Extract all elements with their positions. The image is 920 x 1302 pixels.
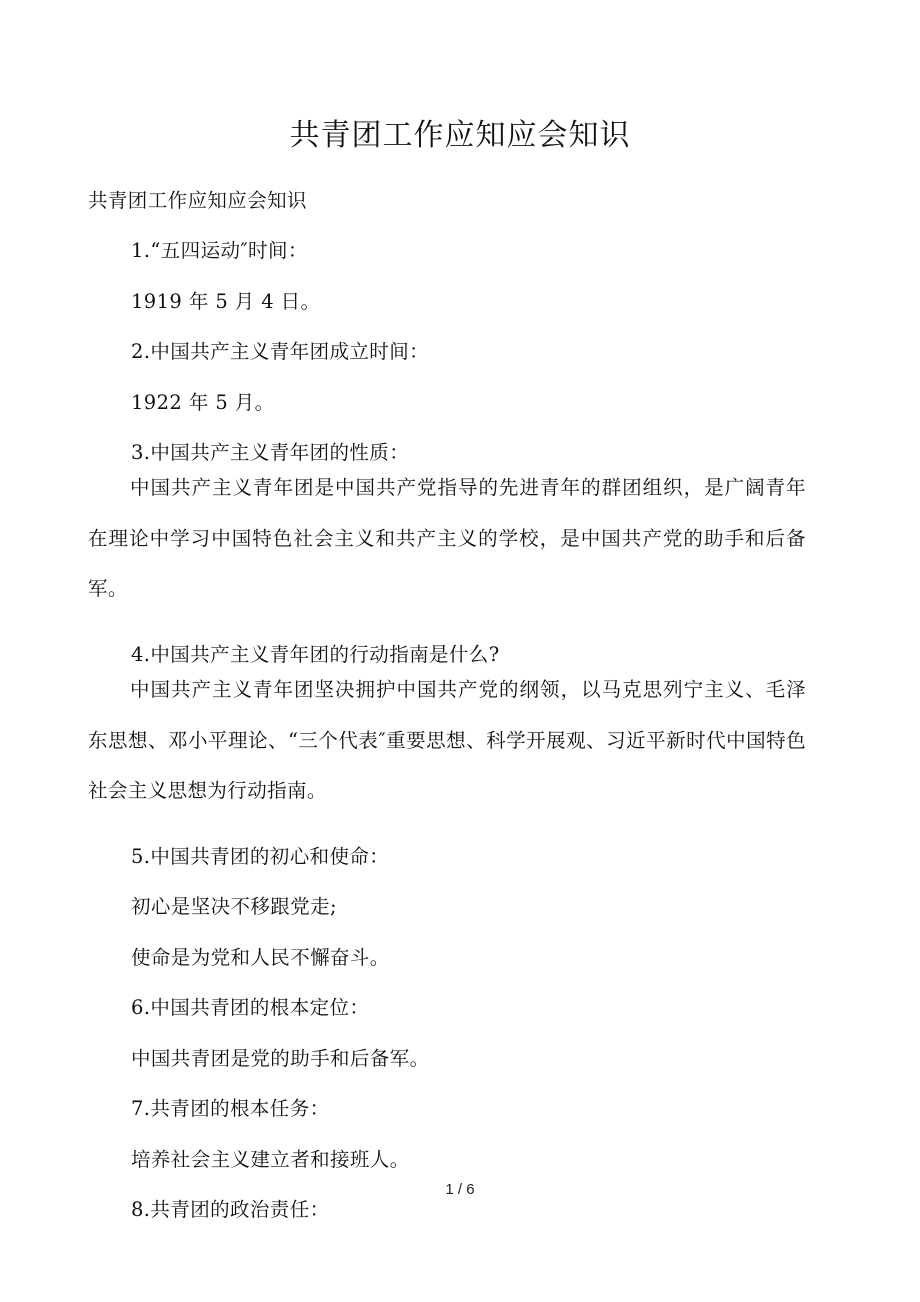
answer-2: 1922 年 5 月。 (131, 391, 275, 414)
answer-6: 中国共青团是党的助手和后备军。 (131, 1047, 430, 1070)
document-subtitle: 共青团工作应知应会知识 (88, 189, 307, 212)
answer-5-part-2: 使命是为党和人民不懈奋斗。 (131, 946, 390, 969)
answer-5-part-1: 初心是坚决不移跟党走; (131, 895, 337, 918)
question-7: 7.共青团的根本任务： (131, 1097, 330, 1120)
answer-4: 中国共产主义青年团坚决拥护中国共产党的纲领，以马克思列宁主义、毛泽东思想、邓小平理论、“三个代表″重要思想、科学开展观、习近平新时代中国特色社会主义思想为行动指南。 (88, 678, 806, 802)
question-8: 8.共青团的政治责任： (131, 1198, 330, 1221)
question-6: 6.中国共青团的根本定位： (131, 996, 370, 1019)
question-3: 3.中国共产主义青年团的性质： (131, 441, 410, 464)
page-indicator: 1 / 6 (445, 1181, 475, 1198)
question-2: 2.中国共产主义青年团成立时间： (131, 340, 430, 363)
question-5: 5.中国共青团的初心和使命： (131, 845, 390, 868)
answer-7: 培养社会主义建立者和接班人。 (131, 1148, 410, 1171)
question-1: 1.“五四运动″时间： (131, 239, 308, 262)
question-4: 4.中国共产主义青年团的行动指南是什么? (131, 643, 500, 666)
answer-1: 1919 年 5 月 4 日。 (131, 290, 321, 313)
document-title: 共青团工作应知应会知识 (289, 118, 631, 153)
answer-3: 中国共产主义青年团是中国共产党指导的先进青年的群团组织，是广阔青年在理论中学习中国特色社会主义和共产主义的学校，是中国共产党的助手和后备军。 (88, 476, 806, 600)
